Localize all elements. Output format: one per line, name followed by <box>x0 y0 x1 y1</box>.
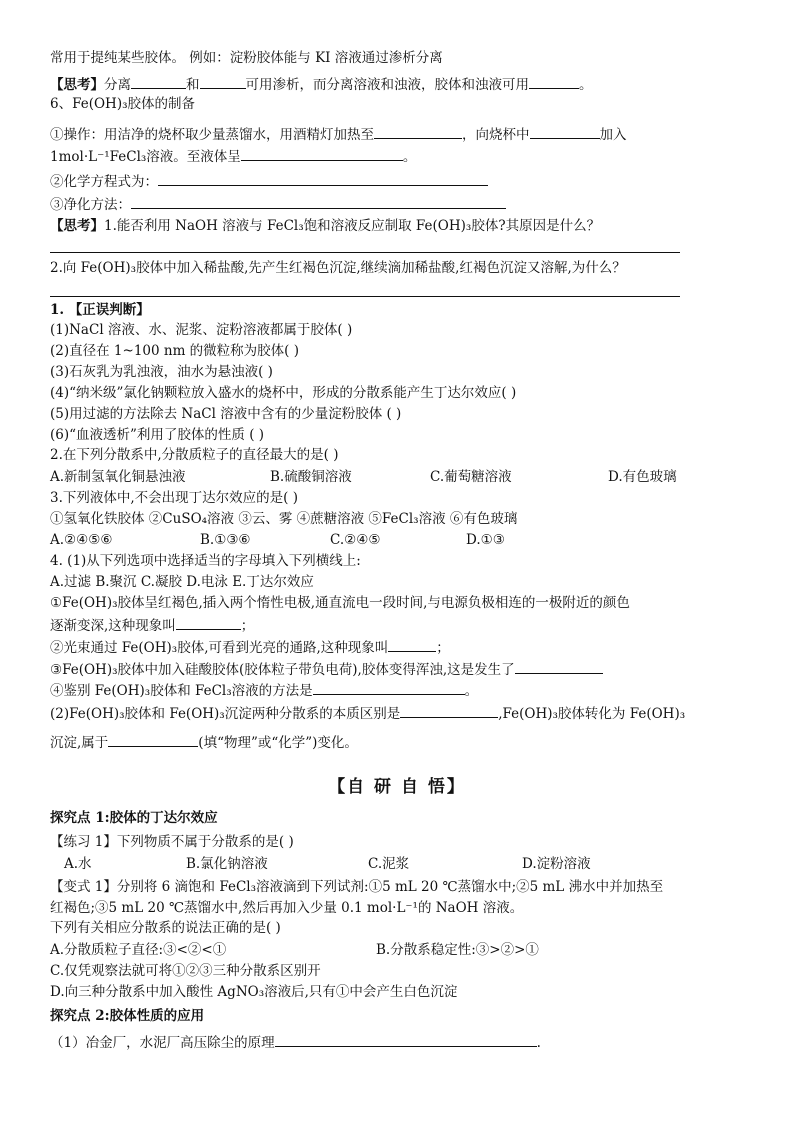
think-question-1: 【思考】1.能否利用 NaOH 溶液与 FeCl₃饱和溶液反应制取 Fe(OH)₃胶体?其原因是什么？ <box>50 218 601 234</box>
section-title: 【自 研 自 悟】 <box>328 777 466 797</box>
ex1-option-c[interactable]: C.泥浆 <box>368 856 410 872</box>
operation-line-2: 1mol·L⁻¹FeCl₃溶液。至液体呈 。 <box>50 146 416 167</box>
blank-essential-difference[interactable] <box>400 703 498 718</box>
blank-electrophoresis[interactable] <box>176 615 241 630</box>
q4-item-2: ②光束通过 Fe(OH)₃胶体,可看到光亮的通路,这种现象叫 ； <box>50 637 450 658</box>
explore-1-title: 探究点 1:胶体的丁达尔效应 <box>50 810 218 826</box>
operation-line: ①操作：用洁净的烧杯取少量蒸馏水，用酒精灯加热至 ，向烧杯中 加入 <box>50 124 627 145</box>
q2-option-c[interactable]: C.葡萄糖溶液 <box>430 469 512 485</box>
var1-option-c[interactable]: C.仅凭观察法就可将①②③三种分散系区别开 <box>50 963 321 979</box>
q4-part-2-cont: 沉淀,属于 (填“物理”或“化学”)变化。 <box>50 732 358 753</box>
variant-1-line-3: 下列有关相应分散系的说法正确的是( ) <box>50 920 281 936</box>
explore-2-title: 探究点 2:胶体性质的应用 <box>50 1008 205 1024</box>
q2-option-d[interactable]: D.有色玻璃 <box>608 469 677 485</box>
blank-2[interactable] <box>200 74 246 89</box>
blank-coagulation[interactable] <box>515 659 603 674</box>
blank-change-type[interactable] <box>108 732 198 747</box>
q4-item-1-cont: 逐渐变深,这种现象叫 ； <box>50 615 254 636</box>
q3-option-d[interactable]: D.①③ <box>466 532 505 548</box>
variant-1-line-1: 【变式 1】分别将 6 滴饱和 FeCl₃溶液滴到下列试剂:①5 mL 20 ℃蒸馏水中;②5 mL 沸水中并加热至 <box>50 879 664 895</box>
q2-option-b[interactable]: B.硫酸铜溶液 <box>270 469 352 485</box>
exercise-1-stem: 【练习 1】下列物质不属于分散系的是( ) <box>50 834 294 850</box>
judge-item: (4)“纳米级”氯化钠颗粒放入盛水的烧杯中，形成的分散系能产生丁达尔效应( ) <box>50 385 517 401</box>
judge-item: (3)石灰乳为乳浊液，油水为悬浊液( ) <box>50 364 273 380</box>
q4-item-4: ④鉴别 Fe(OH)₃胶体和 FeCl₃溶液的方法是 。 <box>50 680 478 701</box>
q4-part-2: (2)Fe(OH)₃胶体和 Fe(OH)₃沉淀两种分散系的本质区别是 ,Fe(OH)₃胶体转化为 Fe(OH)₃ <box>50 703 685 724</box>
question-2-stem: 2.在下列分散系中,分散质粒子的直径最大的是( ) <box>50 447 339 463</box>
blank-1[interactable] <box>131 74 186 89</box>
blank-3[interactable] <box>529 74 579 89</box>
q3-option-c[interactable]: C.②④⑤ <box>330 532 381 548</box>
dialysis-note: 常用于提纯某些胶体。 例如：淀粉胶体能与 KI 溶液通过渗析分离 <box>50 50 443 66</box>
var1-option-b[interactable]: B.分散系稳定性:③>②>① <box>376 942 539 958</box>
question-4-stem: 4. (1)从下列选项中选择适当的字母填入下列横线上: <box>50 553 361 569</box>
judge-item: (5)用过滤的方法除去 NaCl 溶液中含有的少量淀粉胶体 ( ) <box>50 406 402 422</box>
q4-item-3: ③Fe(OH)₃胶体中加入硅酸胶体(胶体粒子带负电荷),胶体变得浑浊,这是发生了 <box>50 659 603 680</box>
blank-dust-removal[interactable] <box>275 1032 537 1047</box>
blank-identify[interactable] <box>313 680 465 695</box>
ex1-option-b[interactable]: B.氯化钠溶液 <box>186 856 268 872</box>
blank-tyndall[interactable] <box>388 637 436 652</box>
think-dialysis: 【思考】分离 和 可用渗析，而分离溶液和浊液，胶体和浊液可用 。 <box>50 74 593 95</box>
purify-line: ③净化方法： <box>50 194 506 215</box>
judge-item: (1)NaCl 溶液、水、泥浆、淀粉溶液都属于胶体( ) <box>50 322 353 338</box>
think-label: 【思考】 <box>50 77 104 93</box>
ex1-option-a[interactable]: A.水 <box>64 856 92 872</box>
answer-line-1[interactable] <box>50 252 680 253</box>
blank-purify[interactable] <box>131 194 506 209</box>
question-4-options: A.过滤 B.聚沉 C.凝胶 D.电泳 E.丁达尔效应 <box>50 574 314 590</box>
explore-2-item-1: （1）冶金厂，水泥厂高压除尘的原理 . <box>50 1032 541 1053</box>
q3-option-a[interactable]: A.②④⑤⑥ <box>50 532 113 548</box>
blank-add-what[interactable] <box>530 124 600 139</box>
variant-1-line-2: 红褐色;③5 mL 20 ℃蒸馏水中,然后再加入少量 0.1 mol·L⁻¹的 NaOH 溶液。 <box>50 900 524 916</box>
answer-line-2[interactable] <box>50 296 680 297</box>
blank-equation[interactable] <box>158 171 488 186</box>
var1-option-d[interactable]: D.向三种分散系中加入酸性 AgNO₃溶液后,只有①中会产生白色沉淀 <box>50 984 458 1000</box>
question-3-items: ①氢氧化铁胶体 ②CuSO₄溶液 ③云、雾 ④蔗糖溶液 ⑤FeCl₃溶液 ⑥有色玻璃 <box>50 511 518 527</box>
q2-option-a[interactable]: A.新制氢氧化铜悬浊液 <box>50 469 186 485</box>
blank-heat-to[interactable] <box>374 124 462 139</box>
ex1-option-d[interactable]: D.淀粉溶液 <box>522 856 591 872</box>
var1-option-a[interactable]: A.分散质粒子直径:③<②<① <box>50 942 227 958</box>
think-question-2: 2.向 Fe(OH)₃胶体中加入稀盐酸,先产生红褐色沉淀,继续滴加稀盐酸,红褐色沉淀又溶解,为什么？ <box>50 260 626 276</box>
judge-item: (2)直径在 1~100 nm 的微粒称为胶体( ) <box>50 343 299 359</box>
blank-color[interactable] <box>241 146 403 161</box>
section-6-title: 6、Fe(OH)₃胶体的制备 <box>50 96 195 112</box>
question-3-stem: 3.下列液体中,不会出现丁达尔效应的是( ) <box>50 490 298 506</box>
equation-line: ②化学方程式为： <box>50 171 488 192</box>
judge-title: 1. 【正误判断】 <box>50 302 150 318</box>
judge-item: (6)“血液透析”利用了胶体的性质 ( ) <box>50 427 265 443</box>
q3-option-b[interactable]: B.①③⑥ <box>200 532 251 548</box>
q4-item-1: ①Fe(OH)₃胶体呈红褐色,插入两个惰性电极,通直流电一段时间,与电源负极相连的一极附近的颜色 <box>50 595 630 611</box>
